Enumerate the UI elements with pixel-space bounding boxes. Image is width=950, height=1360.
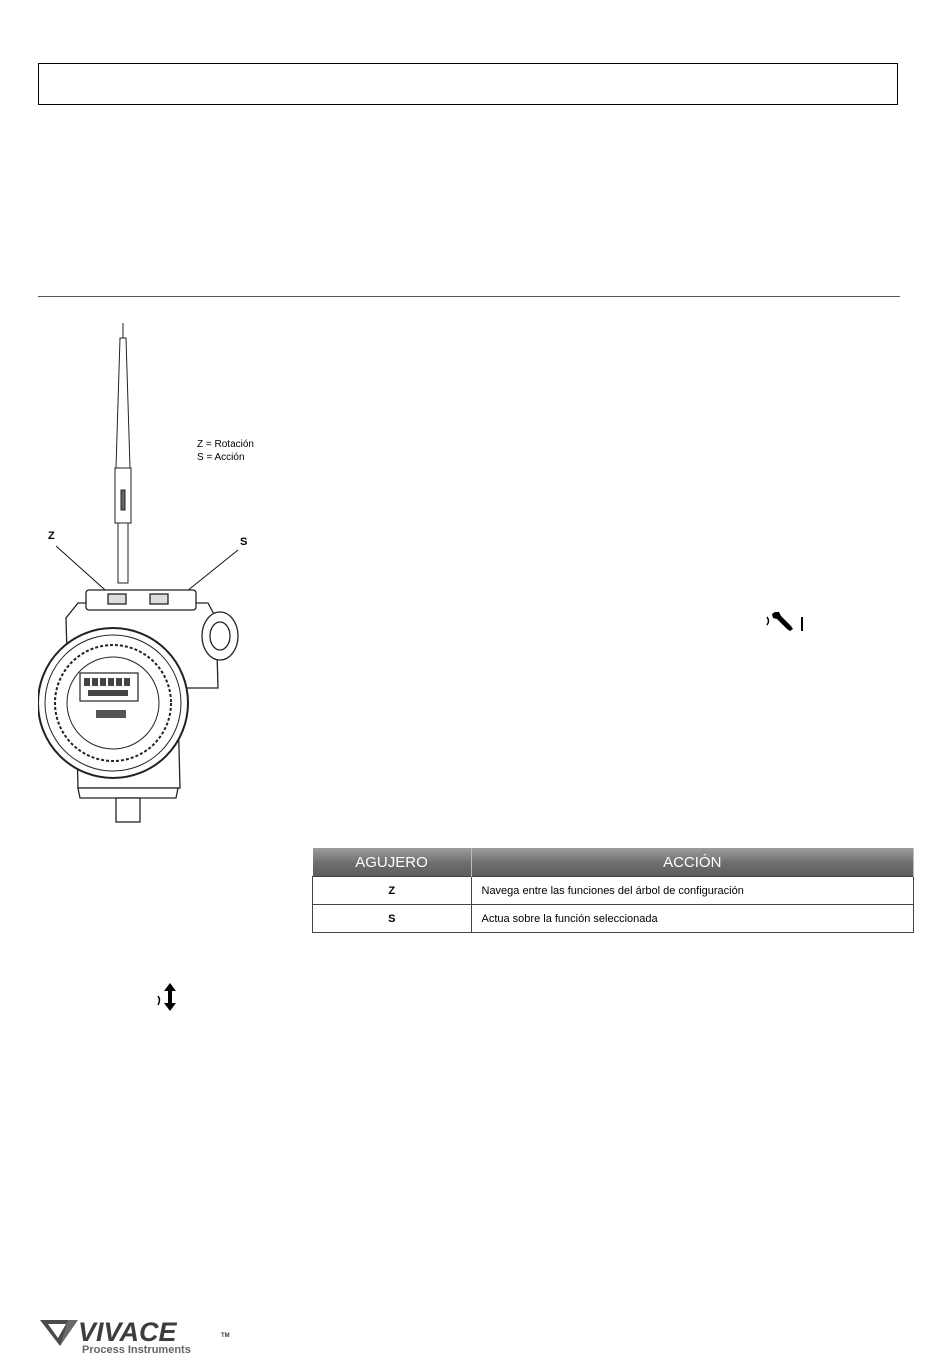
logo-brand: VIVACE bbox=[78, 1317, 177, 1347]
cell-hole: S bbox=[313, 905, 472, 933]
table-header-row bbox=[313, 848, 914, 877]
wrench-icon bbox=[763, 609, 809, 633]
table-row bbox=[313, 905, 914, 933]
cell-action: Navega entre las funciones del árbol de configuración bbox=[471, 877, 914, 905]
figure-legend bbox=[197, 438, 254, 464]
callout-s: S bbox=[240, 536, 248, 548]
logo-tagline: Process Instruments bbox=[82, 1344, 191, 1356]
action-table bbox=[312, 848, 914, 933]
header-box bbox=[38, 63, 898, 105]
callout-z: Z bbox=[48, 530, 55, 542]
up-down-arrow-icon bbox=[156, 982, 180, 1012]
header-action: ACCIÓN bbox=[471, 848, 914, 877]
screwdriver-drawing bbox=[115, 323, 131, 583]
section-divider bbox=[38, 296, 900, 297]
cell-hole: Z bbox=[313, 877, 472, 905]
front-cover-drawing bbox=[38, 628, 188, 778]
table-row bbox=[313, 877, 914, 905]
logo-trademark: TM bbox=[221, 1333, 230, 1339]
vivace-logo bbox=[38, 1312, 248, 1356]
header-hole: AGUJERO bbox=[313, 848, 472, 877]
transmitter-illustration bbox=[38, 318, 278, 838]
legend-z: Z = Rotación bbox=[197, 439, 254, 450]
legend-s: S = Acción bbox=[197, 452, 245, 463]
cell-action: Actua sobre la función seleccionada bbox=[471, 905, 914, 933]
